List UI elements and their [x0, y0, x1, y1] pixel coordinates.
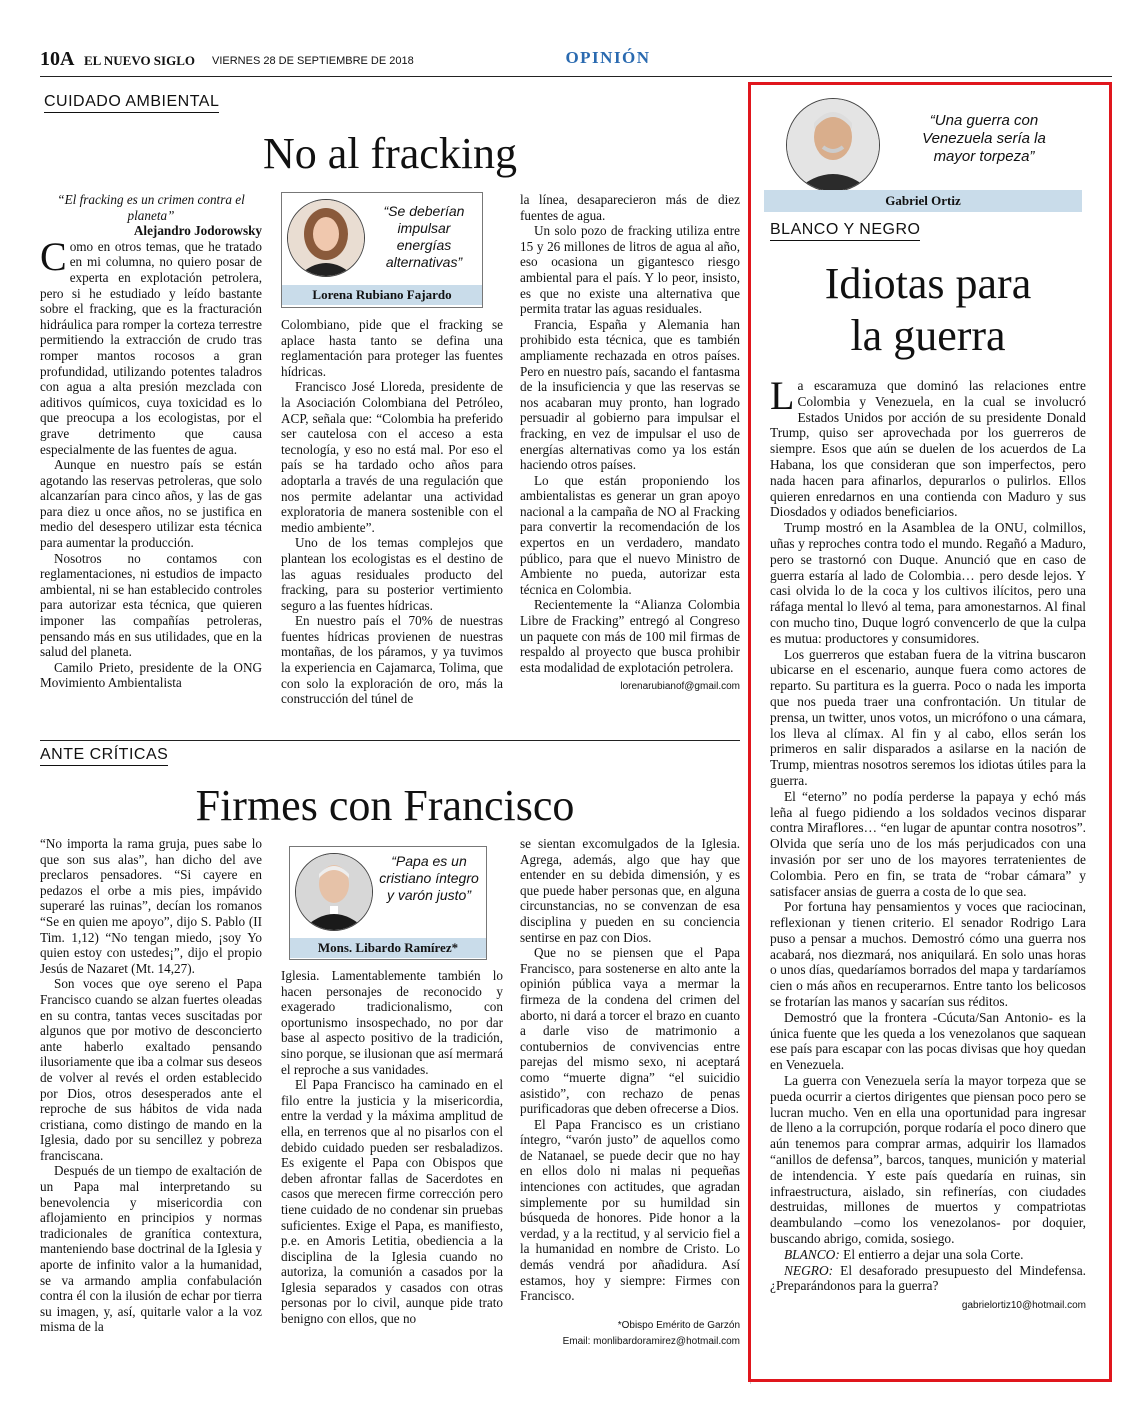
- page-number: 10A: [40, 48, 75, 70]
- author-name: Lorena Rubiano Fajardo: [282, 285, 482, 305]
- blanco-text: El entierro a dejar una sola Corte.: [843, 1246, 1024, 1262]
- headline-idiotas: [770, 258, 1086, 362]
- article1-column-3: [520, 192, 740, 734]
- paragraph: Francia, España y Alemania han prohibido esta técnica, que es también ampliamente rechazada en otros países. Pero en nuestro país, sacando el fantasma de la insuficiencia y que las reservas se nos acabaran muy pronto, han logrado persuadir al gobierno para impulsar el fracking, en vez de impulsar el uso de energías alternativas como ya los están haciendo otros países.: [520, 316, 740, 473]
- paragraph: Recientemente la “Alianza Colombia Libre de Fracking” entregó al Congreso un paquete con más de 100 mil firmas de respaldo al proyecto que busca prohibir esta modalidad de explotación petrolera.: [520, 597, 740, 675]
- article2-column-1: [40, 836, 262, 1376]
- paragraph: Lo que están proponiendo los ambientalistas es generar un gran apoyo nacional a la campaña de NO al Fracking para convertir la recomendación de los expertos en un verdadero, mandato público, para que el nuevo Ministro de Ambiente no pueda, autorizar esta técnica en Colombia.: [520, 472, 740, 597]
- paragraph: Demostró que la frontera -Cúcuta/San Antonio- es la única fuente que les queda a los venezolanos que saquean ese país para escapar con las pocas divisas que hoy quedan en Venezuela.: [770, 1009, 1086, 1073]
- article2-column-3: [520, 836, 740, 1352]
- author-email[interactable]: gabrielortiz10@hotmail.com: [961, 1300, 1086, 1312]
- issue-date: VIERNES 28 DE SEPTIEMBRE DE 2018: [212, 55, 414, 67]
- paragraph: La guerra con Venezuela sería la mayor torpeza que se pueda ocurrir a ciertos dirigentes que piensan poco pero se lucran mucho. Ven en ella una oportunidad para ingresar de lleno a la corrupción, porque rodaría el poco dinero que aún tenemos para comprar armas, adquirir los llamados “anillos de defensa”, barcos, tanques, munición y material de intendencia. Y este país quedaría en ruinas, sin infraestructura, aislado, sin refinerías, con ciudades destruidas, millones de muertos y compatriotas deambulando –como los venezolanos- por doquier, buscando abrigo, comida, sosiego.: [770, 1073, 1086, 1247]
- epigraph: “El fracking es un crimen contra el planeta”: [57, 192, 245, 223]
- paragraph: Por fortuna hay pensamientos y voces que raciocinan, reflexionan y tienen criterio. El senador Rodrigo Lara puso a pensar a muchos. Demostró cómo una guerra nos acabará, nos diezmará, nos aniquilará. En solo unas horas o unos días, quedaríamos borrados del mapa y tardaríamos cien o más años en recuperarnos. Entre tanto los belicosos se frotarían las manos y sacarían sus réditos.: [770, 899, 1086, 1010]
- paragraph: Francisco José Lloreda, presidente de la Asociación Colombiana del Petróleo, ACP, señala que: “Colombia ha preferido ser cautelosa con el acceso a esta tecnología, y eso no está mal. Por eso el país se ha tardado ocho años para adoptarla a través de una regulación que nos permite adelantar una actividad exploratoria de manera sostenible con el medio ambiente”.: [281, 379, 503, 535]
- paragraph: Después de un tiempo de exaltación de un Papa mal interpretando su benevolencia y misericordia con aflojamiento en principios y normas tradicionales de granítica contextura, manteniendo base doctrinal de la Iglesia y aporte de infinito valor a la humanidad, se va armando amplia confabulación contra él con la ilusión de echar por tierra su imagen, y, así, quitarle valor a la voz misma de la: [40, 1163, 262, 1335]
- pull-quote: “Una guerra con Venezuela sería la mayor torpeza”: [922, 112, 1046, 165]
- negro-label: NEGRO:: [784, 1262, 834, 1278]
- author-email[interactable]: Email: monlibardoramirez@hotmail.com: [562, 1336, 740, 1347]
- paragraph: Trump mostró en la Asamblea de la ONU, colmillos, uñas y reproches contra todo el mundo. Regañó a Maduro, pero se trastornó con Duque. Anunció que en caso de guerra estaría al lado de Colombia… pero desde lejos. Y casi olvida lo de la coca y los cultivos ilícitos, pero una ráfaga mental lo llevó al tema, para amonestarnos. Al final con mucho tino, Duque logró convencerlo de que la culpa es mutua: productores y consumidores.: [770, 520, 1086, 646]
- article1-column-2: [281, 317, 503, 732]
- article3-column: [770, 378, 1086, 1328]
- footnote: *Obispo Emérito de Garzón: [617, 1320, 740, 1331]
- paragraph: Aunque en nuestro país se están agotando las reservas petroleras, que solo alcanzarían para cinco años, y las de gas para diez u once años, no se justifica en medio del desespero utilizar esta técnica para aumentar la producción.: [40, 457, 262, 551]
- author-box-lorena: [281, 192, 483, 308]
- pull-quote: “Se deberían impulsar energías alternativas”: [383, 203, 465, 270]
- author-name: Gabriel Ortiz: [764, 190, 1082, 212]
- paragraph: Camilo Prieto, presidente de la ONG Movimiento Ambientalista: [40, 659, 262, 691]
- paragraph: se sientan excomulgados de la Iglesia. Agrega, además, algo que hay que entender en su debida dimensión, y es que puede haber personas que, en alguna circunstancias, no se convenzan de esa disciplina y pueden en su conciencia sentirse en paz con Dios.: [520, 836, 740, 945]
- paragraph: Nosotros no contamos con reglamentaciones, ni estudios de impacto ambiental, ni se han establecido controles para autorizar esta técnica, que quieren imponer las compañías petroleras, pensando más en sus utilidades, que en la salud del planeta.: [40, 550, 262, 660]
- dropcap: L: [770, 378, 795, 418]
- negro-line: [770, 1263, 1086, 1295]
- headline-line: la guerra: [850, 311, 1006, 360]
- author-box-gabriel: [764, 94, 1082, 212]
- blanco-label: BLANCO:: [784, 1246, 840, 1262]
- epigraph-author: Alejandro Jodorowsky: [133, 223, 262, 239]
- paragraph: El “eterno” no podía perderse la papaya y echó más leña al fuego pidiendo a los soldados vecinos disparar contra Miraflores… “en lugar de apuntar contra nosotros”. Olvida que sería uno de los más perjudicados con una invasión por ser uno de los mayores terratenientes de Colombia. Pero en fin, se trata de “robar cámara” y satisfacer ansias de guerra a costa de lo que sea.: [770, 788, 1086, 899]
- headline-francisco: Firmes con Francisco: [195, 781, 575, 830]
- article2-column-2: [281, 968, 503, 1378]
- section-label-cuidado-ambiental: CUIDADO AMBIENTAL: [44, 93, 219, 113]
- paragraph: Que no se piensen que el Papa Francisco, para sostenerse en alto ante la opinión pública vaya a mermar la firmeza de la condena del crimen del aborto, ni dará a torcer el brazo en cuanto a darle viso de matrimonio a contubernios de convivencias entre parejas del mismo sexo, ni aceptará como “muerte digna” “el suicidio asistido”, con rechazo de penas purificadoras que deben ofrecerse a Dios.: [520, 945, 740, 1117]
- paragraph: Un solo pozo de fracking utiliza entre 15 y 26 millones de litros de agua al año, eso ocasiona un gigantesco riesgo ambiental para el país. Y lo peor, insisto, es que no existe una alternativa que permita tratar las aguas residuales.: [520, 223, 740, 317]
- negro-text: El desaforado presupuesto del Mindefensa. ¿Preparándonos para la guerra?: [770, 1262, 1086, 1294]
- section-label-blanco-y-negro: BLANCO Y NEGRO: [770, 221, 920, 241]
- author-photo: [295, 853, 373, 931]
- paragraph: El Papa Francisco es un cristiano íntegro, “varón justo” de aquellos como de Natanael, se puede decir que no hay en ellos dolo ni malas ni pequeñas intenciones con actitudes, que agradan simplemente por su humildad sin búsqueda de honores. Pide honor a la verdad, y a la rectitud, y al servicio fiel a la humanidad en nombre de Cristo. Lo demás vendrá por añadidura. Así estamos, hoy y siempre: Firmes con Francisco.: [520, 1116, 740, 1304]
- author-name: Mons. Libardo Ramírez*: [290, 938, 486, 958]
- section-label-ante-criticas: ANTE CRÍTICAS: [40, 746, 168, 766]
- paragraph: “No importa la rama gruja, pues sabe lo que son sus alas”, han dicho del ave preclaros pensadores. “Si cayere en pedazos el orbe a mis pies, impávido superaré las ruinas”, decían los romanos “Se en quien me apoyo”, dijo S. Pablo (II Tim. 1,12) “No tengan miedo, ¡soy Yo quien estoy con ustedes¡”, dijo el propio Jesús de Nazaret (Mt. 14,27).: [40, 836, 262, 976]
- paragraph: Colombiano, pide que el fracking se aplace hasta tanto se defina una reglamentación para proteger las fuentes hídricas.: [281, 317, 503, 379]
- author-email[interactable]: lorenarubianof@gmail.com: [620, 681, 740, 693]
- paragraph: Iglesia. Lamentablemente también lo hacen personajes de reconocido y exagerado tradicionalismo, con oportunismo insospechado, no por dar base al aspecto positivo de la tradición, sino porque, se ilusionan que así mermará el reproche a sus vanidades.: [281, 968, 503, 1077]
- blanco-line: [770, 1247, 1086, 1263]
- paragraph: En nuestro país el 70% de nuestras fuentes hídricas provienen de nuestras montañas, de los páramos, y ya tuvimos la experiencia en Cajamarca, Tolima, que con solo la exploración de oro, más la construcción del túnel de: [281, 613, 503, 707]
- paragraph: Son voces que oye sereno el Papa Francisco cuando se alzan fuertes oleadas en su contra, tantas veces suscitadas por algunos que por motivo de desconcierto ante haberlo exaltado pensando ilusoriamente que iba a colmar sus deseos de volver al revés el orden establecido por Dios, otros desesperados ante el reproche de sus hábitos de vida nada cristiana, como distingo de mando en la Iglesia, dado por su sencillez y pobreza franciscana.: [40, 976, 262, 1163]
- section-title: OPINIÓN: [565, 48, 651, 67]
- headline-line: Idiotas para: [824, 259, 1032, 308]
- paragraph: Los guerreros que estaban fuera de la vitrina buscaron ubicarse en el escenario, aunque fuera como actores de reparto. Su partitura es la guerra. Poco o nada les importa que nos pueda traer una confrontación. Un titular de prensa, un twitter, unos votos, un micrófono o una cámara, los lleva al clímax. Al fin y al cabo, ellos serán los primeros en salir disparados a asilarse en la nación de Trump, mientras nosotros seremos los idiotas útiles para la guerra.: [770, 646, 1086, 788]
- paragraph: omo en otros temas, que he tratado en mi columna, no quiero posar de experta en explotación petrolera, pero si he estudiado y leído bastante sobre el fracking, que es la fracturación hidráulica para romper la corteza terrestre permitiendo la extracción de crudo tras romper mantos rocosos a gran profundidad, utilizando potentes taladros con agua a alta presión mezclada con aditivos químicos, cuya toxicidad es lo que preocupa a los ecologistas, por el grave detrimento que causa especialmente de las fuentes de agua.: [40, 238, 262, 457]
- headline-fracking: No al fracking: [262, 129, 518, 178]
- paragraph: El Papa Francisco ha caminado en el filo entre la justicia y la misericordia, entre la verdad y la máxima amplitud de ella, en terrenos que al no pisarlos con el debido cuidado pueden ser resbaladizos. Es exigente el Papa con Obispos que deben afrontar fallas de Sacerdotes en casos que merecen firme corrección pero tiene cuidado de no condenar sin pruebas suficientes. Exige el Papa, es manifiesto, p.e. en Amoris Letitia, obediencia a la disciplina de la Iglesia cuando no autoriza, la comunión a casados por la Iglesia separados y casados con otras personas por lo civil, aunque pide trato benigno con ellos, que no: [281, 1077, 503, 1327]
- paragraph: la línea, desaparecieron más de diez fuentes de agua.: [520, 192, 740, 223]
- newspaper-name: EL NUEVO SIGLO: [84, 53, 195, 68]
- paragraph: Uno de los temas complejos que plantean los ecologistas es el destino de las aguas residuales producto del fracking, para su posterior vertimiento seguro a las fuentes hídricas.: [281, 535, 503, 613]
- divider: [40, 740, 740, 741]
- author-photo: [287, 199, 365, 277]
- author-box-libardo: [289, 846, 487, 960]
- author-photo: [786, 98, 880, 192]
- pull-quote: “Papa es un cristiano íntegro y varón justo”: [379, 853, 479, 903]
- page-header: [40, 48, 1112, 77]
- dropcap: C: [40, 233, 67, 279]
- article1-column-1: [40, 192, 262, 732]
- paragraph: a escaramuza que dominó las relaciones entre Colombia y Venezuela, en la cual se involucró Estados Unidos por acción de su presidente Donald Trump, quiso ser aprovechada por los guerreros de siempre. Esos que aún se duelen de los acuerdos de La Habana, los que consideran que son imperfectos, pero nada hacen para afinarlos, depurarlos o pulirlos. Ellos quieren enredarnos en una contienda con Maduro y sus Diosdados y odiados beneficiarios.: [770, 378, 1086, 520]
